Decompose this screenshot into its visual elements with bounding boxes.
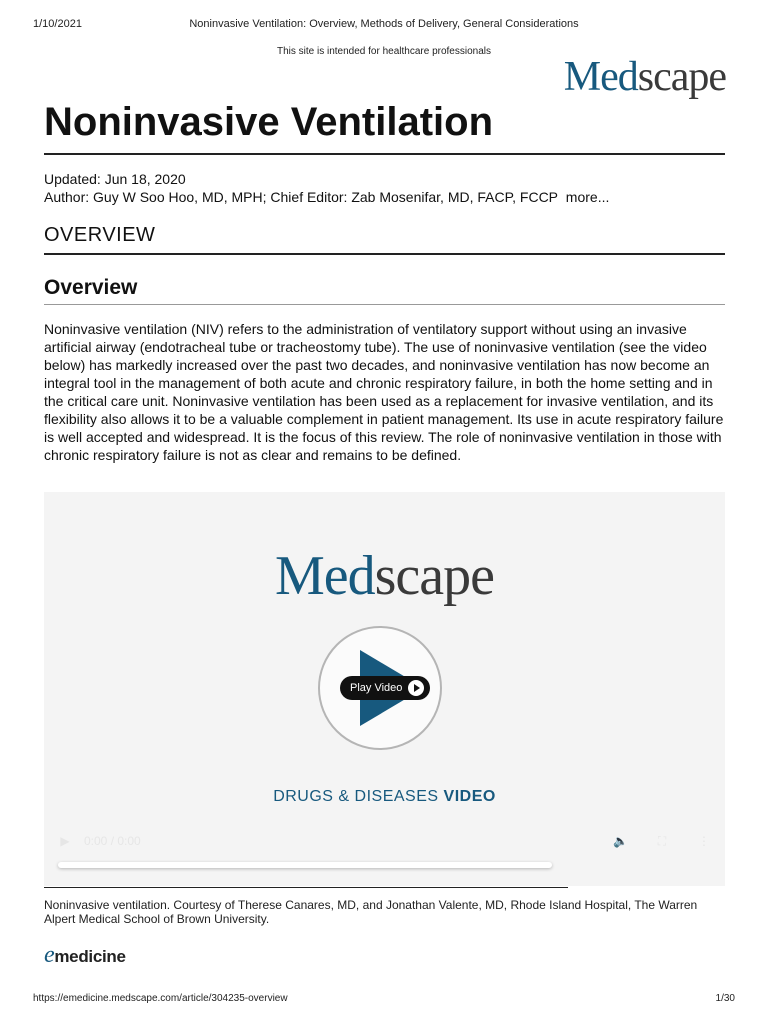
caption-divider <box>44 887 568 888</box>
video-time: 0:00 / 0:00 <box>84 834 141 848</box>
video-player[interactable] <box>44 492 725 886</box>
medscape-logo[interactable] <box>564 56 726 98</box>
video-logo-med: Med <box>274 545 375 607</box>
play-video-button[interactable] <box>340 676 430 700</box>
video-tag-light: DRUGS & DISEASES <box>273 788 439 805</box>
author-text: Author: Guy W Soo Hoo, MD, MPH; Chief Editor: Zab Mosenifar, MD, FACP, FCCP <box>44 189 559 205</box>
video-progress-bar[interactable] <box>58 862 552 868</box>
emedicine-text: medicine <box>54 947 126 966</box>
overview-heading: Overview <box>44 276 138 299</box>
article-meta <box>44 170 609 206</box>
section-divider <box>44 253 725 255</box>
professional-notice: This site is intended for healthcare professionals <box>276 46 491 57</box>
emedicine-e: e <box>44 942 55 968</box>
video-logo-scape: scape <box>374 545 494 607</box>
volume-icon[interactable]: 🔈 <box>613 834 628 848</box>
print-url: https://emedicine.medscape.com/article/304235-overview <box>33 993 288 1004</box>
subheading-divider <box>44 304 725 305</box>
video-tagline <box>44 788 725 806</box>
logo-scape-text: scape <box>637 54 726 100</box>
print-date: 1/10/2021 <box>33 18 82 30</box>
more-options-icon[interactable]: ⋮ <box>698 834 710 848</box>
author-line <box>44 188 609 206</box>
play-video-label: Play Video <box>350 682 403 694</box>
video-controls <box>58 830 711 852</box>
logo-med-text: Med <box>563 54 638 100</box>
title-divider <box>44 153 725 155</box>
video-medscape-logo <box>44 544 725 608</box>
section-label: OVERVIEW <box>44 224 156 246</box>
play-icon <box>408 680 424 696</box>
emedicine-logo[interactable] <box>44 942 126 969</box>
page-title: Noninvasive Ventilation <box>44 100 494 144</box>
updated-date: Updated: Jun 18, 2020 <box>44 171 186 187</box>
control-play-icon[interactable]: ▶ <box>60 834 70 848</box>
video-tag-bold: VIDEO <box>443 788 496 805</box>
print-page-number: 1/30 <box>715 993 735 1004</box>
print-page-title: Noninvasive Ventilation: Overview, Methods of Delivery, General Considerations <box>189 18 579 30</box>
video-caption: Noninvasive ventilation. Courtesy of Therese Canares, MD, and Jonathan Valente, MD, Rhode Island Hospital, The Warren Alpert Medical School of Brown University. <box>44 898 698 926</box>
more-link[interactable]: more... <box>565 189 610 205</box>
fullscreen-icon[interactable]: ⛶ <box>657 833 667 848</box>
overview-paragraph: Noninvasive ventilation (NIV) refers to the administration of ventilatory support without using an invasive artificial airway (endotracheal tube or tracheostomy tube). The use of noninvasive ventilation (see the video below) has markedly increased over the past two decades, and noninvasive ventilation has now become an integral tool in the management of both acute and chronic respiratory failure, in both the home setting and in the critical care unit. Noninvasive ventilation has been used as a replacement for invasive ventilation, and its flexibility also allows it to be a valuable complement in patient management. Its use in acute respiratory failure is well accepted and widespread. It is the focus of this review. The role of noninvasive ventilation in those with chronic respiratory failure is not as clear and remains to be defined. <box>44 321 724 463</box>
